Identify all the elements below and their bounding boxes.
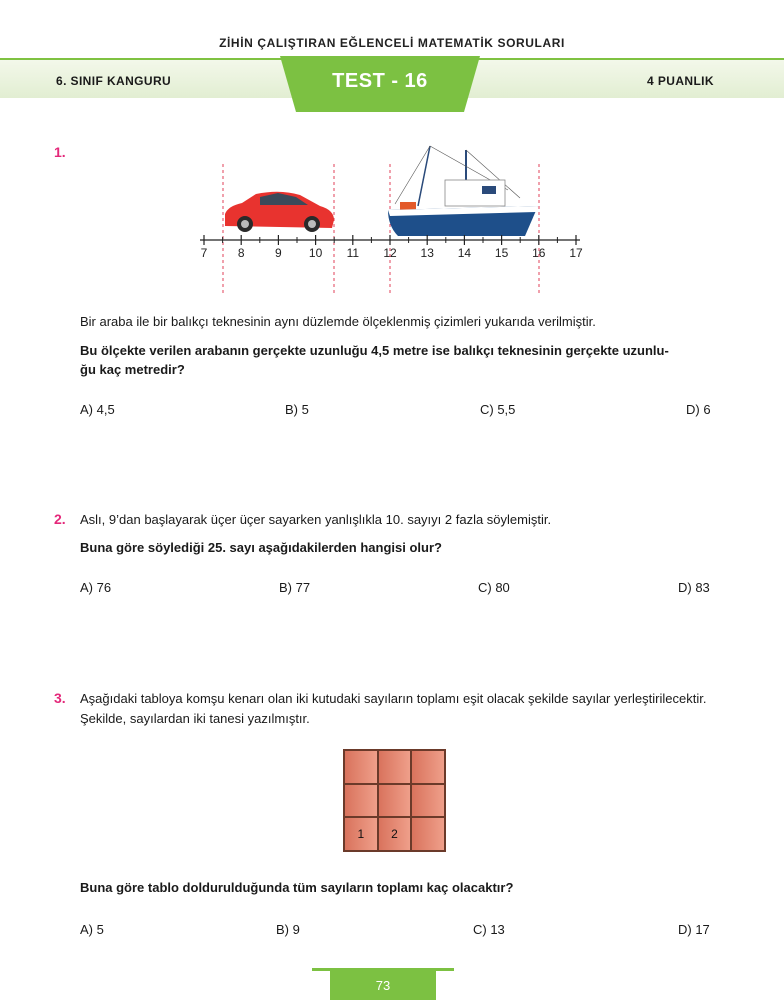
q3-option-d[interactable]: D) 17 <box>678 922 710 937</box>
q1-option-d[interactable]: D) 6 <box>686 402 711 417</box>
number-line-label: 17 <box>569 246 583 260</box>
grid-cell <box>344 750 378 784</box>
boat-icon <box>388 146 538 236</box>
q2-option-d[interactable]: D) 83 <box>678 580 710 595</box>
q2-question: Buna göre söylediği 25. sayı aşağıdakilerden hangisi olur? <box>80 540 442 555</box>
q3-text-line1: Aşağıdaki tabloya komşu kenarı olan iki kutudaki sayıların toplamı eşit olacak şekilde sayılar yerleştirilecektir. <box>80 691 707 706</box>
grid-cell <box>411 750 445 784</box>
class-label: 6. SINIF KANGURU <box>56 74 172 88</box>
number-grid <box>343 749 446 852</box>
q1-option-b[interactable]: B) 5 <box>285 402 309 417</box>
q1-option-a[interactable]: A) 4,5 <box>80 402 115 417</box>
q3-option-c[interactable]: C) 13 <box>473 922 505 937</box>
q1-text: Bir araba ile bir balıkçı teknesinin aynı düzlemde ölçeklenmiş çizimleri yukarıda verilmiştir. <box>80 314 596 329</box>
points-label: 4 PUANLIK <box>647 74 714 88</box>
grid-cell: 1 <box>344 817 378 851</box>
number-line-label: 8 <box>237 246 245 260</box>
footer-line <box>312 968 454 971</box>
q2-text: Aslı, 9’dan başlayarak üçer üçer sayarken yanlışlıkla 10. sayıyı 2 fazla söylemiştir. <box>80 512 552 527</box>
number-line-label: 12 <box>383 246 397 260</box>
q2-option-a[interactable]: A) 76 <box>80 580 112 595</box>
question-number-3: 3. <box>54 690 66 706</box>
question-number-1: 1. <box>54 144 66 160</box>
number-line-label: 14 <box>457 246 472 260</box>
grid-cell <box>411 784 445 818</box>
number-line-label: 16 <box>532 246 546 260</box>
book-title: ZİHİN ÇALIŞTIRAN EĞLENCELİ MATEMATİK SORULARI <box>219 36 565 50</box>
q2-option-b[interactable]: B) 77 <box>279 580 311 595</box>
scale-figure <box>190 140 590 300</box>
question-number-2: 2. <box>54 511 66 527</box>
q3-option-a[interactable]: A) 5 <box>80 922 104 937</box>
grid-cell <box>378 784 412 818</box>
q2-option-c[interactable]: C) 80 <box>478 580 510 595</box>
page-number: 73 <box>375 978 391 993</box>
grid-cell <box>344 784 378 818</box>
q1-option-c[interactable]: C) 5,5 <box>480 402 516 417</box>
number-line-label: 15 <box>494 246 509 260</box>
number-line-label: 9 <box>275 246 282 260</box>
q1-question-line2: ğu kaç metredir? <box>80 362 185 377</box>
test-title: TEST - 16 <box>332 70 428 92</box>
number-line-label: 7 <box>200 246 208 260</box>
q3-option-b[interactable]: B) 9 <box>276 922 300 937</box>
grid-cell: 2 <box>378 817 412 851</box>
q3-question: Buna göre tablo doldurulduğunda tüm sayıların toplamı kaç olacaktır? <box>80 880 514 895</box>
car-icon <box>225 192 334 232</box>
number-line-label: 10 <box>308 246 323 260</box>
number-line-label: 13 <box>420 246 434 260</box>
grid-cell <box>411 817 445 851</box>
grid-cell <box>378 750 412 784</box>
number-line-label: 11 <box>346 246 360 260</box>
q3-text-line2: Şekilde, sayılardan iki tanesi yazılmıştır. <box>80 711 310 726</box>
q1-question-line1: Bu ölçekte verilen arabanın gerçekte uzunluğu 4,5 metre ise balıkçı teknesinin gerçekte uzunlu- <box>80 343 669 358</box>
